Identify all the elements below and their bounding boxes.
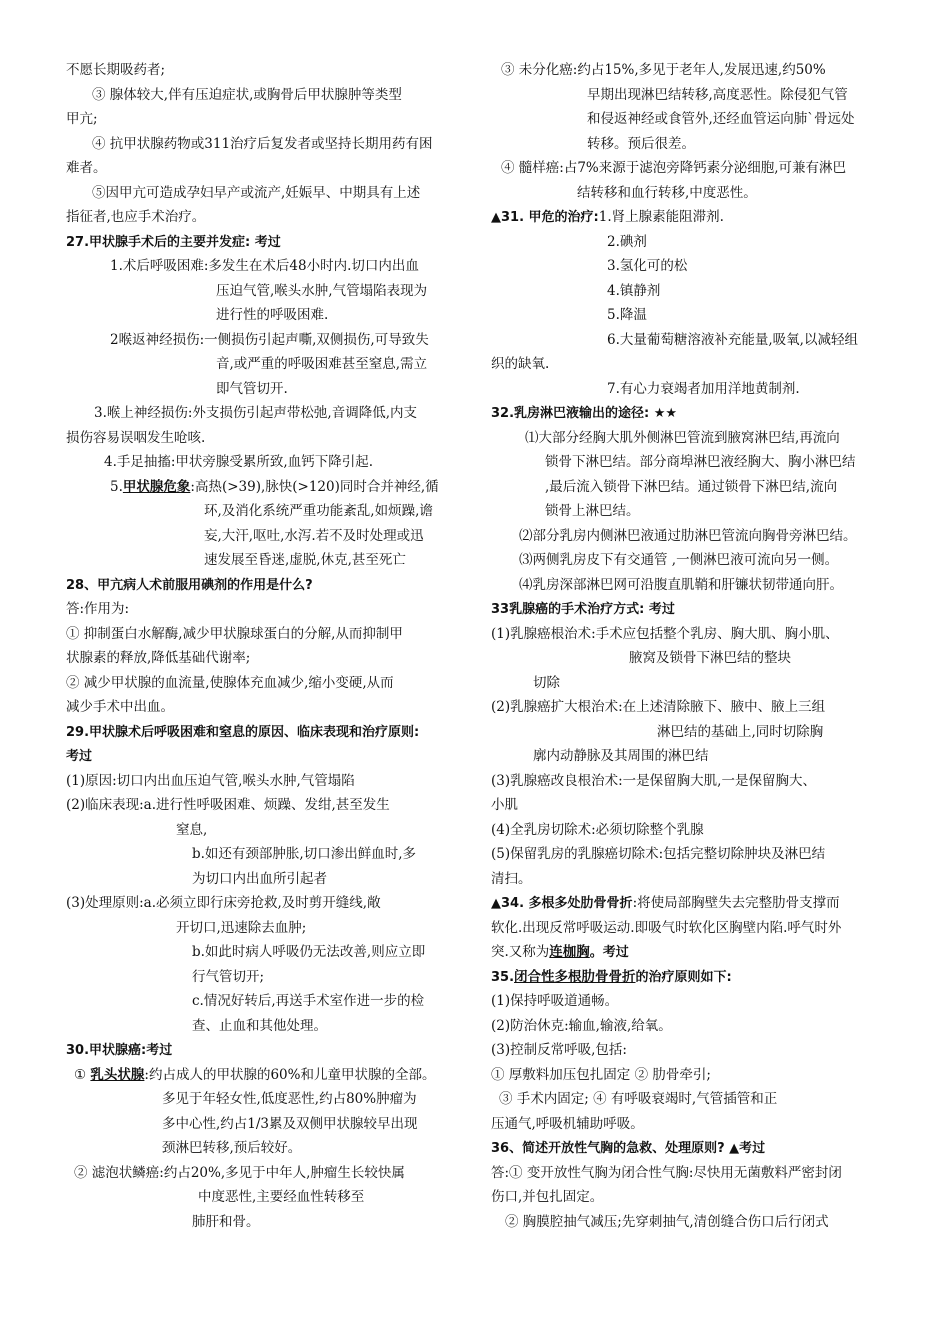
- line-text: 伤口,并包扎固定。: [491, 1189, 604, 1205]
- line-text: 答:① 变开放性气胸为闭合性气胸:尽快用无菌敷料严密封闭: [491, 1164, 842, 1181]
- text-line: [491, 279, 891, 304]
- text-line: [491, 867, 891, 892]
- line-text: ① 抑制蛋白水解酶,减少甲状腺球蛋白的分解,从而抑制甲: [66, 625, 403, 642]
- text-line: [66, 1063, 468, 1088]
- text-line: [66, 107, 468, 132]
- line-text: 考过: [66, 749, 93, 764]
- line-text: 锁骨下淋巴结。部分商埠淋巴液经胸大、胸小淋巴结: [545, 454, 856, 470]
- line-tail: :将使局部胸壁失去完整肋骨支撑而: [632, 895, 840, 911]
- text-line: [66, 1210, 468, 1235]
- text-line: [491, 793, 891, 818]
- text-line: [66, 279, 468, 304]
- text-line: [66, 303, 468, 328]
- text-line: [66, 1087, 468, 1112]
- text-line: [66, 671, 468, 696]
- line-text: (1)原因:切口内出血压迫气管,喉头水肿,气管塌陷: [66, 772, 355, 789]
- text-line: [66, 230, 468, 255]
- line-text: (2)乳腺癌扩大根治术:在上述清除腋下、腋中、腋上三组: [491, 699, 826, 715]
- line-text: b.如还有颈部肿胀,切口渗出鲜血时,多: [192, 846, 417, 862]
- text-line: [491, 597, 891, 622]
- text-line: [66, 548, 468, 573]
- text-line: [491, 622, 891, 647]
- text-line: [66, 867, 468, 892]
- line-text: ④ 抗甲状腺药物或311治疗后复发者或坚持长期用药有困: [92, 135, 433, 152]
- text-line: [491, 842, 891, 867]
- text-line: [491, 181, 891, 206]
- line-text: 腋窝及锁骨下淋巴结的整块: [629, 650, 791, 666]
- line-text: 颈淋巴转移,预后较好。: [162, 1140, 302, 1156]
- text-line: [491, 107, 891, 132]
- line-text: 5.降温: [607, 307, 647, 323]
- line-text: 压迫气管,喉头水肿,气管塌陷表现为: [216, 282, 428, 299]
- line-text: 即气管切开.: [216, 380, 288, 397]
- text-line: [491, 769, 891, 794]
- line-text: 36、简述开放性气胸的急救、处理原则? ▲考过: [491, 1141, 766, 1156]
- text-line: [66, 744, 468, 769]
- text-line: [491, 401, 891, 426]
- text-line: [66, 842, 468, 867]
- line-text: 为切口内出血所引起者: [192, 870, 327, 887]
- text-line: [66, 254, 468, 279]
- line-text: b.如此时病人呼吸仍无法改善,则应立即: [192, 944, 426, 960]
- text-line: [491, 989, 891, 1014]
- line-text: 早期出现淋巴结转移,高度恶性。除侵犯气管: [587, 86, 848, 103]
- text-line: [66, 1038, 468, 1063]
- text-line: [491, 916, 891, 941]
- text-line: [491, 230, 891, 255]
- text-line: [66, 818, 468, 843]
- line-text: ,最后流入锁骨下淋巴结。通过锁骨下淋巴结,流向: [545, 478, 838, 495]
- text-line: [491, 1112, 891, 1137]
- line-text: 转移。预后很差。: [587, 135, 695, 152]
- text-line: [66, 205, 468, 230]
- text-line: [66, 573, 468, 598]
- line-text: ⑤因甲亢可造成孕妇早产或流产,妊娠早、中期具有上述: [92, 184, 421, 201]
- line-text: 多见于年轻女性,低度恶性,约占80%肿瘤为: [162, 1091, 417, 1107]
- text-line: [66, 622, 468, 647]
- line-text: ② 减少甲状腺的血流量,使腺体充血减少,缩小变硬,从而: [66, 674, 394, 691]
- left-column: [66, 58, 468, 1234]
- right-column: [491, 58, 891, 1234]
- text-line: [66, 475, 468, 500]
- line-text: 3.喉上神经损伤:外支损伤引起声带松弛,音调降低,内支: [94, 405, 418, 421]
- line-text: 28、甲亢病人术前服用碘剂的作用是什么?: [66, 577, 313, 593]
- line-text: 开切口,迅速除去血肿;: [176, 919, 307, 936]
- text-line: [66, 891, 468, 916]
- text-line: [491, 352, 891, 377]
- line-prefix: 35.: [491, 969, 515, 985]
- text-line: [491, 377, 891, 402]
- line-tail: 。考过: [589, 945, 629, 960]
- line-text: 和侵返神经或食管外,还经血管运向肺`骨远处: [587, 111, 855, 127]
- line-text: 中度恶性,主要经血性转移至: [198, 1189, 365, 1205]
- text-line: [491, 573, 891, 598]
- text-line: [491, 450, 891, 475]
- text-line: [66, 695, 468, 720]
- line-text: 4.镇静剂: [607, 282, 661, 299]
- line-text: 6.大量葡萄糖溶液补充能量,吸氧,以减轻组: [607, 331, 858, 348]
- text-line: [66, 916, 468, 941]
- text-line: [66, 426, 468, 451]
- text-line: [491, 1210, 891, 1235]
- text-line: [66, 450, 468, 475]
- line-text: 4.手足抽搐:甲状旁腺受累所致,血钙下降引起.: [104, 454, 374, 470]
- line-text: ② 胸膜腔抽气减压;先穿刺抽气,清创缝合伤口后行闭式: [505, 1213, 829, 1230]
- line-text: 压通气,呼吸机辅助呼吸。: [491, 1115, 644, 1132]
- line-text: 状腺素的释放,降低基础代谢率;: [66, 650, 251, 666]
- line-text: 甲亢;: [66, 111, 98, 127]
- line-text: 29.甲状腺术后呼吸困难和窒息的原因、临床表现和治疗原则:: [66, 724, 420, 740]
- text-line: [491, 671, 891, 696]
- line-text: 锁骨上淋巴结。: [545, 503, 640, 519]
- text-line: [491, 303, 891, 328]
- line-prefix: 5.: [110, 478, 123, 495]
- text-line: [66, 181, 468, 206]
- text-line: [491, 254, 891, 279]
- line-text: 窒息,: [176, 821, 208, 838]
- line-text: (2)临床表现:a.进行性呼吸困难、烦躁、发绀,甚至发生: [66, 797, 390, 813]
- line-text: ① 厚敷料加压包扎固定 ② 肋骨牵引;: [491, 1066, 711, 1083]
- line-prefix: ①: [74, 1066, 91, 1083]
- text-line: [491, 58, 891, 83]
- text-line: [66, 377, 468, 402]
- text-line: [66, 965, 468, 990]
- line-text: 30.甲状腺癌:考过: [66, 1043, 173, 1058]
- line-text: 肺肝和骨。: [192, 1213, 260, 1230]
- text-line: [66, 940, 468, 965]
- line-text: ⑷乳房深部淋巴网可沿腹直肌鞘和肝镰状韧带通向肝。: [519, 576, 843, 593]
- line-text: 减少手术中出血。: [66, 699, 174, 715]
- line-text: 答:作用为:: [66, 601, 130, 617]
- text-line: [491, 426, 891, 451]
- line-text: 音,或严重的呼吸困难甚至窒息,需立: [216, 356, 428, 372]
- text-line: [491, 475, 891, 500]
- line-text: 环,及消化系统严重功能紊乱,如烦躁,谵: [204, 503, 433, 519]
- text-line: [491, 524, 891, 549]
- text-line: [66, 524, 468, 549]
- line-text: ⑶两侧乳房皮下有交通管 ,一侧淋巴液可流向另一侧。: [519, 552, 839, 568]
- line-text: ③ 腺体较大,伴有压迫症状,或胸骨后甲状腺肿等类型: [92, 86, 402, 103]
- text-line: [491, 1014, 891, 1039]
- line-text: ▲31. 甲危的治疗:: [491, 210, 599, 225]
- line-text: c.情况好转后,再送手术室作进一步的检: [192, 993, 425, 1009]
- text-line: [491, 695, 891, 720]
- text-line: [491, 720, 891, 745]
- line-text: 进行性的呼吸困难.: [216, 307, 329, 323]
- text-line: [66, 1185, 468, 1210]
- line-text: 织的缺氧.: [491, 356, 550, 372]
- text-line: [66, 989, 468, 1014]
- text-line: [491, 1161, 891, 1186]
- text-line: [66, 328, 468, 353]
- text-line: [491, 891, 891, 916]
- line-text: 查、止血和其他处理。: [192, 1017, 327, 1034]
- text-line: [491, 548, 891, 573]
- line-text: 行气管切开;: [192, 968, 265, 985]
- text-line: [66, 156, 468, 181]
- line-text: ④ 髓样癌:占7%来源于滤泡旁降钙素分泌细胞,可兼有淋巴: [501, 160, 847, 176]
- line-text: 3.氢化可的松: [607, 258, 688, 274]
- line-text: (1)乳腺癌根治术:手术应包括整个乳房、胸大肌、胸小肌、: [491, 625, 839, 642]
- text-line: [66, 1161, 468, 1186]
- line-text: 32.乳房淋巴液输出的途径: ★★: [491, 406, 678, 421]
- text-line: [66, 401, 468, 426]
- text-line: [491, 744, 891, 769]
- line-text: 7.有心力衰竭者加用洋地黄制剂.: [607, 380, 800, 397]
- text-line: [491, 940, 891, 965]
- line-text: (4)全乳房切除术:必须切除整个乳腺: [491, 821, 704, 838]
- text-line: [491, 646, 891, 671]
- line-text: ▲34. 多根多处肋骨骨折: [491, 896, 633, 911]
- text-line: [66, 132, 468, 157]
- text-line: [66, 83, 468, 108]
- line-text: ② 滤泡状鳞癌:约占20%,多见于中年人,肿瘤生长较快属: [74, 1164, 405, 1181]
- line-text: 速发展至昏迷,虚脱,休克,甚至死亡: [204, 552, 406, 568]
- text-line: [66, 352, 468, 377]
- text-line: [491, 83, 891, 108]
- text-line: [491, 1087, 891, 1112]
- underlined-term: 甲状腺危象: [122, 478, 191, 495]
- line-text: 指征者,也应手术治疗。: [66, 209, 206, 225]
- line-text: 的治疗原则如下:: [635, 969, 732, 985]
- text-line: [491, 156, 891, 181]
- underlined-term: 连枷胸: [549, 944, 590, 960]
- text-line: [491, 132, 891, 157]
- underlined-term: 闭合性多根肋骨骨折: [514, 968, 636, 985]
- line-text: (5)保留乳房的乳腺癌切除术:包括完整切除肿块及淋巴结: [491, 846, 826, 862]
- underlined-term: 乳头状腺: [90, 1066, 145, 1083]
- line-text: (3)乳腺癌改良根治术:一是保留胸大肌,一是保留胸大、: [491, 772, 816, 789]
- text-line: [66, 646, 468, 671]
- line-text: 妄,大汗,呕吐,水泻.若不及时处理或迅: [204, 527, 424, 544]
- text-line: [66, 499, 468, 524]
- text-line: [491, 499, 891, 524]
- line-text: 不愿长期吸药者;: [66, 62, 166, 78]
- line-text: 结转移和血行转移,中度恶性。: [577, 184, 757, 201]
- text-line: [66, 597, 468, 622]
- text-line: [66, 769, 468, 794]
- text-line: [66, 1112, 468, 1137]
- line-text: 突.又称为: [491, 944, 550, 960]
- line-text: 2.碘剂: [607, 233, 647, 250]
- line-text: 切除: [533, 674, 560, 691]
- text-line: [66, 720, 468, 745]
- text-line: [491, 818, 891, 843]
- text-line: [491, 205, 891, 230]
- line-text: ③ 未分化癌:约占15%,多见于老年人,发展迅速,约50%: [501, 62, 826, 78]
- line-text: 损伤容易误咽发生呛咳.: [66, 429, 206, 446]
- line-text: ⑵部分乳房内侧淋巴液通过肋淋巴管流向胸骨旁淋巴结。: [519, 527, 857, 544]
- line-text: (3)控制反常呼吸,包括:: [491, 1042, 627, 1058]
- line-text: :约占成人的甲状腺的60%和儿童甲状腺的全部。: [144, 1066, 436, 1083]
- text-line: [66, 1014, 468, 1039]
- line-text: (3)处理原则:a.必须立即行床旁抢救,及时剪开缝线,敞: [66, 895, 381, 911]
- line-text: 软化.出现反常呼吸运动.即吸气时软化区胸壁内陷.呼气时外: [491, 919, 842, 936]
- line-tail: 1.肾上腺素能阻滞剂.: [598, 209, 724, 225]
- text-line: [491, 1038, 891, 1063]
- line-text: (1)保持呼吸道通畅。: [491, 993, 619, 1009]
- line-text: 1.术后呼吸困难:多发生在术后48小时内.切口内出血: [110, 258, 419, 274]
- line-text: 小肌: [491, 797, 518, 813]
- text-line: [491, 1185, 891, 1210]
- text-line: [491, 965, 891, 990]
- text-line: [66, 1136, 468, 1161]
- line-text: 难者。: [66, 160, 107, 176]
- text-line: [66, 793, 468, 818]
- line-text: 清扫。: [491, 870, 532, 887]
- text-line: [491, 1136, 891, 1161]
- line-text: :高热(>39),脉快(>120)同时合并神经,循: [190, 478, 439, 495]
- line-text: ③ 手术内固定; ④ 有呼吸衰竭时,气管插管和正: [499, 1091, 778, 1107]
- text-line: [491, 328, 891, 353]
- text-line: [66, 58, 468, 83]
- line-text: 33乳腺癌的手术治疗方式: 考过: [491, 602, 675, 617]
- line-text: 27.甲状腺手术后的主要并发症: 考过: [66, 234, 281, 250]
- line-text: 多中心性,约占1/3累及双侧甲状腺较早出现: [162, 1115, 418, 1132]
- line-text: 淋巴结的基础上,同时切除胸: [657, 723, 824, 740]
- text-line: [491, 1063, 891, 1088]
- line-text: ⑴大部分经胸大肌外侧淋巴管流到腋窝淋巴结,再流向: [525, 429, 840, 446]
- line-text: 廓内动静脉及其周围的淋巴结: [533, 748, 709, 764]
- line-text: 2喉返神经损伤:一侧损伤引起声嘶,双侧损伤,可导致失: [110, 331, 429, 348]
- line-text: (2)防治休克:输血,输液,给氧。: [491, 1017, 672, 1034]
